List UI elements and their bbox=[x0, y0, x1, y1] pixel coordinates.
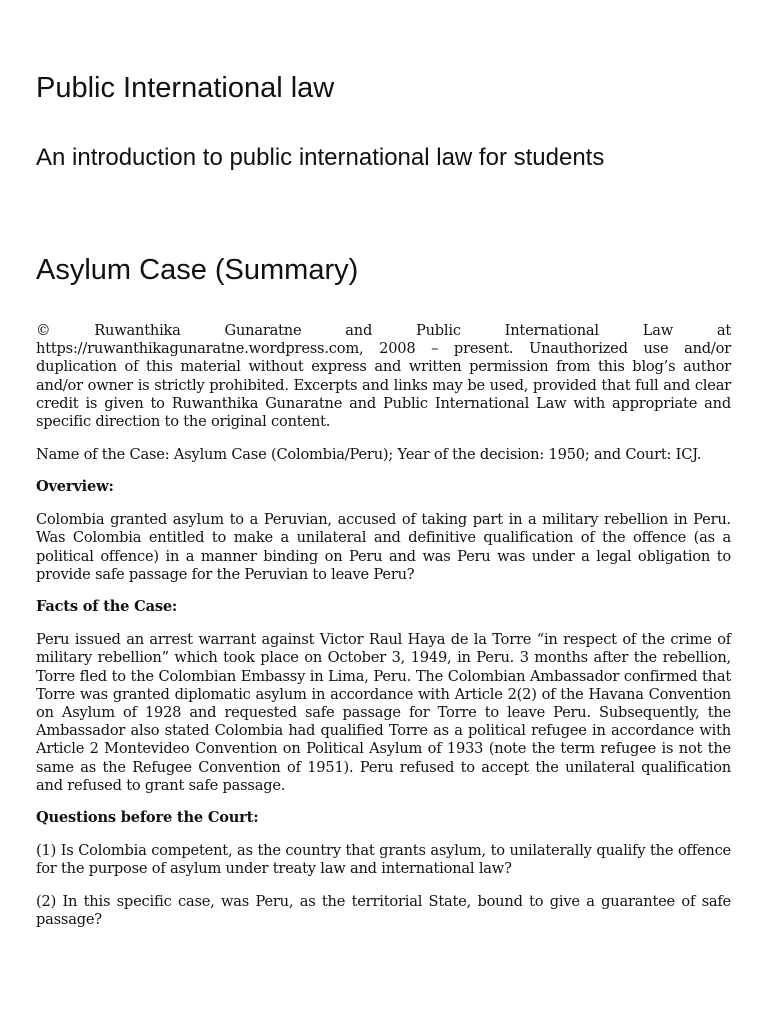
facts-heading: Facts of the Case: bbox=[36, 598, 178, 616]
site-description: An introduction to public international law for students bbox=[36, 144, 605, 171]
question-1: (1) Is Colombia competent, as the country that grants asylum, to unilaterally qualify the offence for the purpose of asylum under treaty law and international law? bbox=[36, 842, 731, 878]
copyright-notice: © Ruwanthika Gunaratne and Public International Law at https://ruwanthikagunaratne.wordpress.com, 2008 – present. Unauthorized use and/or duplication of this material without express and written permission from this blog’s author and/or owner is strictly prohibited. Excerpts and links may be used, provided that full and clear credit is given to Ruwanthika Gunaratne and Public International Law with appropriate and specific direction to the original content. bbox=[36, 322, 731, 431]
overview-heading: Overview: bbox=[36, 478, 114, 496]
facts-text: Peru issued an arrest warrant against Victor Raul Haya de la Torre “in respect of the crime of military rebellion” which took place on October 3, 1949, in Peru. 3 months after the rebellion, Torre fled to the Colombian Embassy in Lima, Peru. The Colombian Ambassador confirmed that Torre was granted diplomatic asylum in accordance with Article 2(2) of the Havana Convention on Asylum of 1928 and requested safe passage for Torre to leave Peru. Subsequently, the Ambassador also stated Colombia had qualified Torre as a political refugee in accordance with Article 2 Montevideo Convention on Political Asylum of 1933 (note the term refugee is not the same as the Refugee Convention of 1951). Peru refused to accept the unilateral qualification and refused to grant safe passage. bbox=[36, 631, 731, 794]
overview-heading-paragraph bbox=[36, 478, 731, 496]
overview-text: Colombia granted asylum to a Peruvian, accused of taking part in a military rebellion in Peru. Was Colombia entitled to make a unilateral and definitive qualification of the offence (as a political offence) in a manner binding on Peru and was Peru was under a legal obligation to provide safe passage for the Peruvian to leave Peru? bbox=[36, 511, 731, 583]
questions-heading-paragraph bbox=[36, 809, 731, 827]
case-info: Name of the Case: Asylum Case (Colombia/Peru); Year of the decision: 1950; and Court: ICJ. bbox=[36, 445, 702, 463]
post-title: Asylum Case (Summary) bbox=[36, 254, 359, 286]
facts-heading-paragraph bbox=[36, 598, 731, 616]
questions-heading: Questions before the Court: bbox=[36, 809, 259, 827]
site-title[interactable]: Public International law bbox=[36, 72, 335, 104]
post-content bbox=[36, 322, 731, 944]
question-2: (2) In this specific case, was Peru, as the territorial State, bound to give a guarantee of safe passage? bbox=[36, 893, 731, 929]
